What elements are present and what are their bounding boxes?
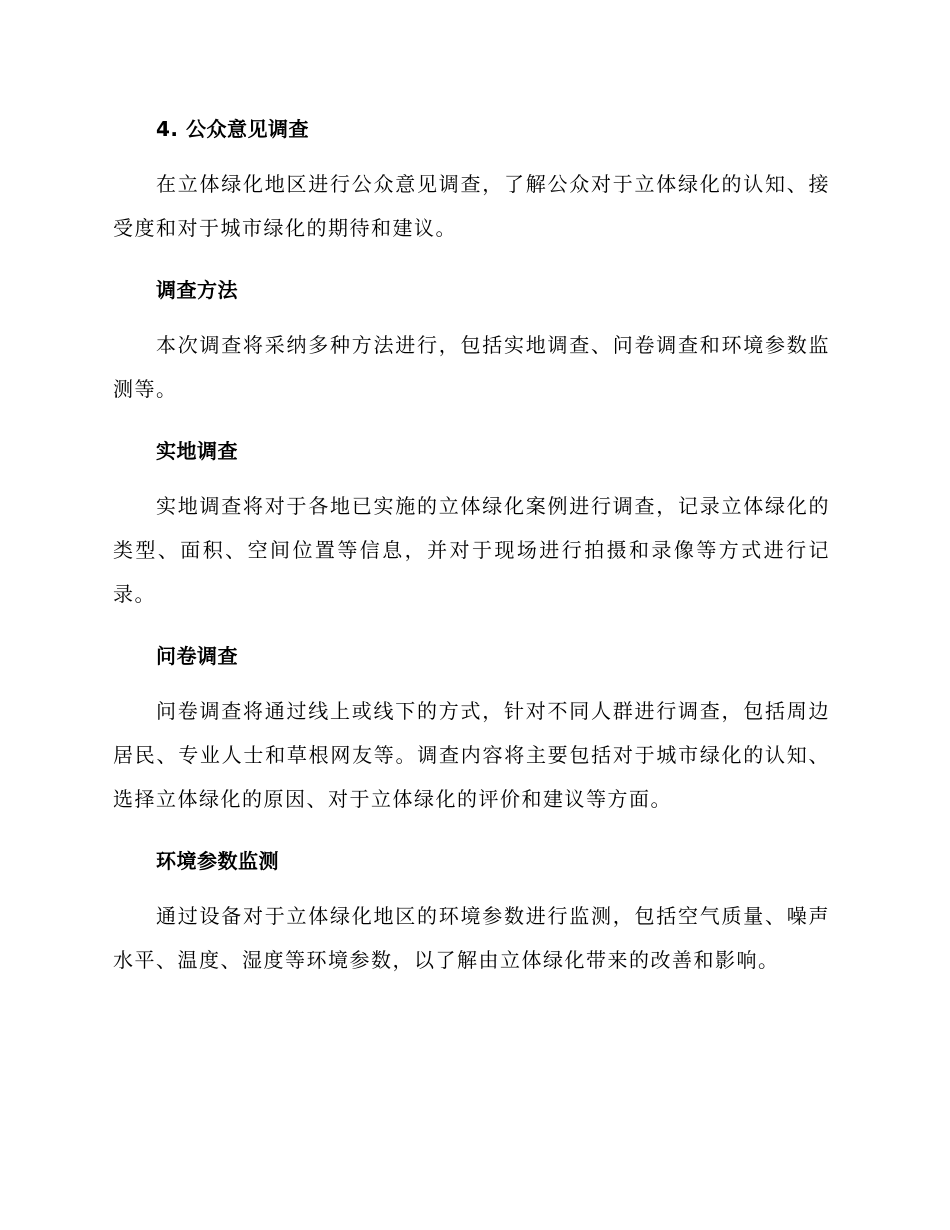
- section-paragraph-environmental-monitoring: 通过设备对于立体绿化地区的环境参数进行监测，包括空气质量、噪声水平、温度、湿度等环境参数，以了解由立体绿化带来的改善和影响。: [113, 904, 830, 972]
- section-heading-survey-methods: 调查方法: [156, 278, 238, 302]
- section-paragraph-questionnaire-survey: 问卷调查将通过线上或线下的方式，针对不同人群进行调查，包括周边居民、专业人士和草根网友等。调查内容将主要包括对于城市绿化的认知、选择立体绿化的原因、对于立体绿化的评价和建议等方面。: [113, 699, 830, 811]
- section-paragraph-survey-methods: 本次调查将采纳多种方法进行，包括实地调查、问卷调查和环境参数监测等。: [113, 333, 830, 401]
- section-heading-questionnaire-survey: 问卷调查: [156, 644, 238, 668]
- document-body: [113, 113, 830, 982]
- section-heading-field-survey: 实地调查: [156, 439, 238, 463]
- section-heading-environmental-monitoring: 环境参数监测: [156, 849, 279, 873]
- section-paragraph-public-opinion-survey: 在立体绿化地区进行公众意见调查，了解公众对于立体绿化的认知、接受度和对于城市绿化的期待和建议。: [113, 172, 830, 240]
- section-paragraph-field-survey: 实地调查将对于各地已实施的立体绿化案例进行调查，记录立体绿化的类型、面积、空间位置等信息，并对于现场进行拍摄和录像等方式进行记录。: [113, 494, 830, 606]
- section-heading-public-opinion-survey: 4. 公众意见调查: [156, 117, 309, 141]
